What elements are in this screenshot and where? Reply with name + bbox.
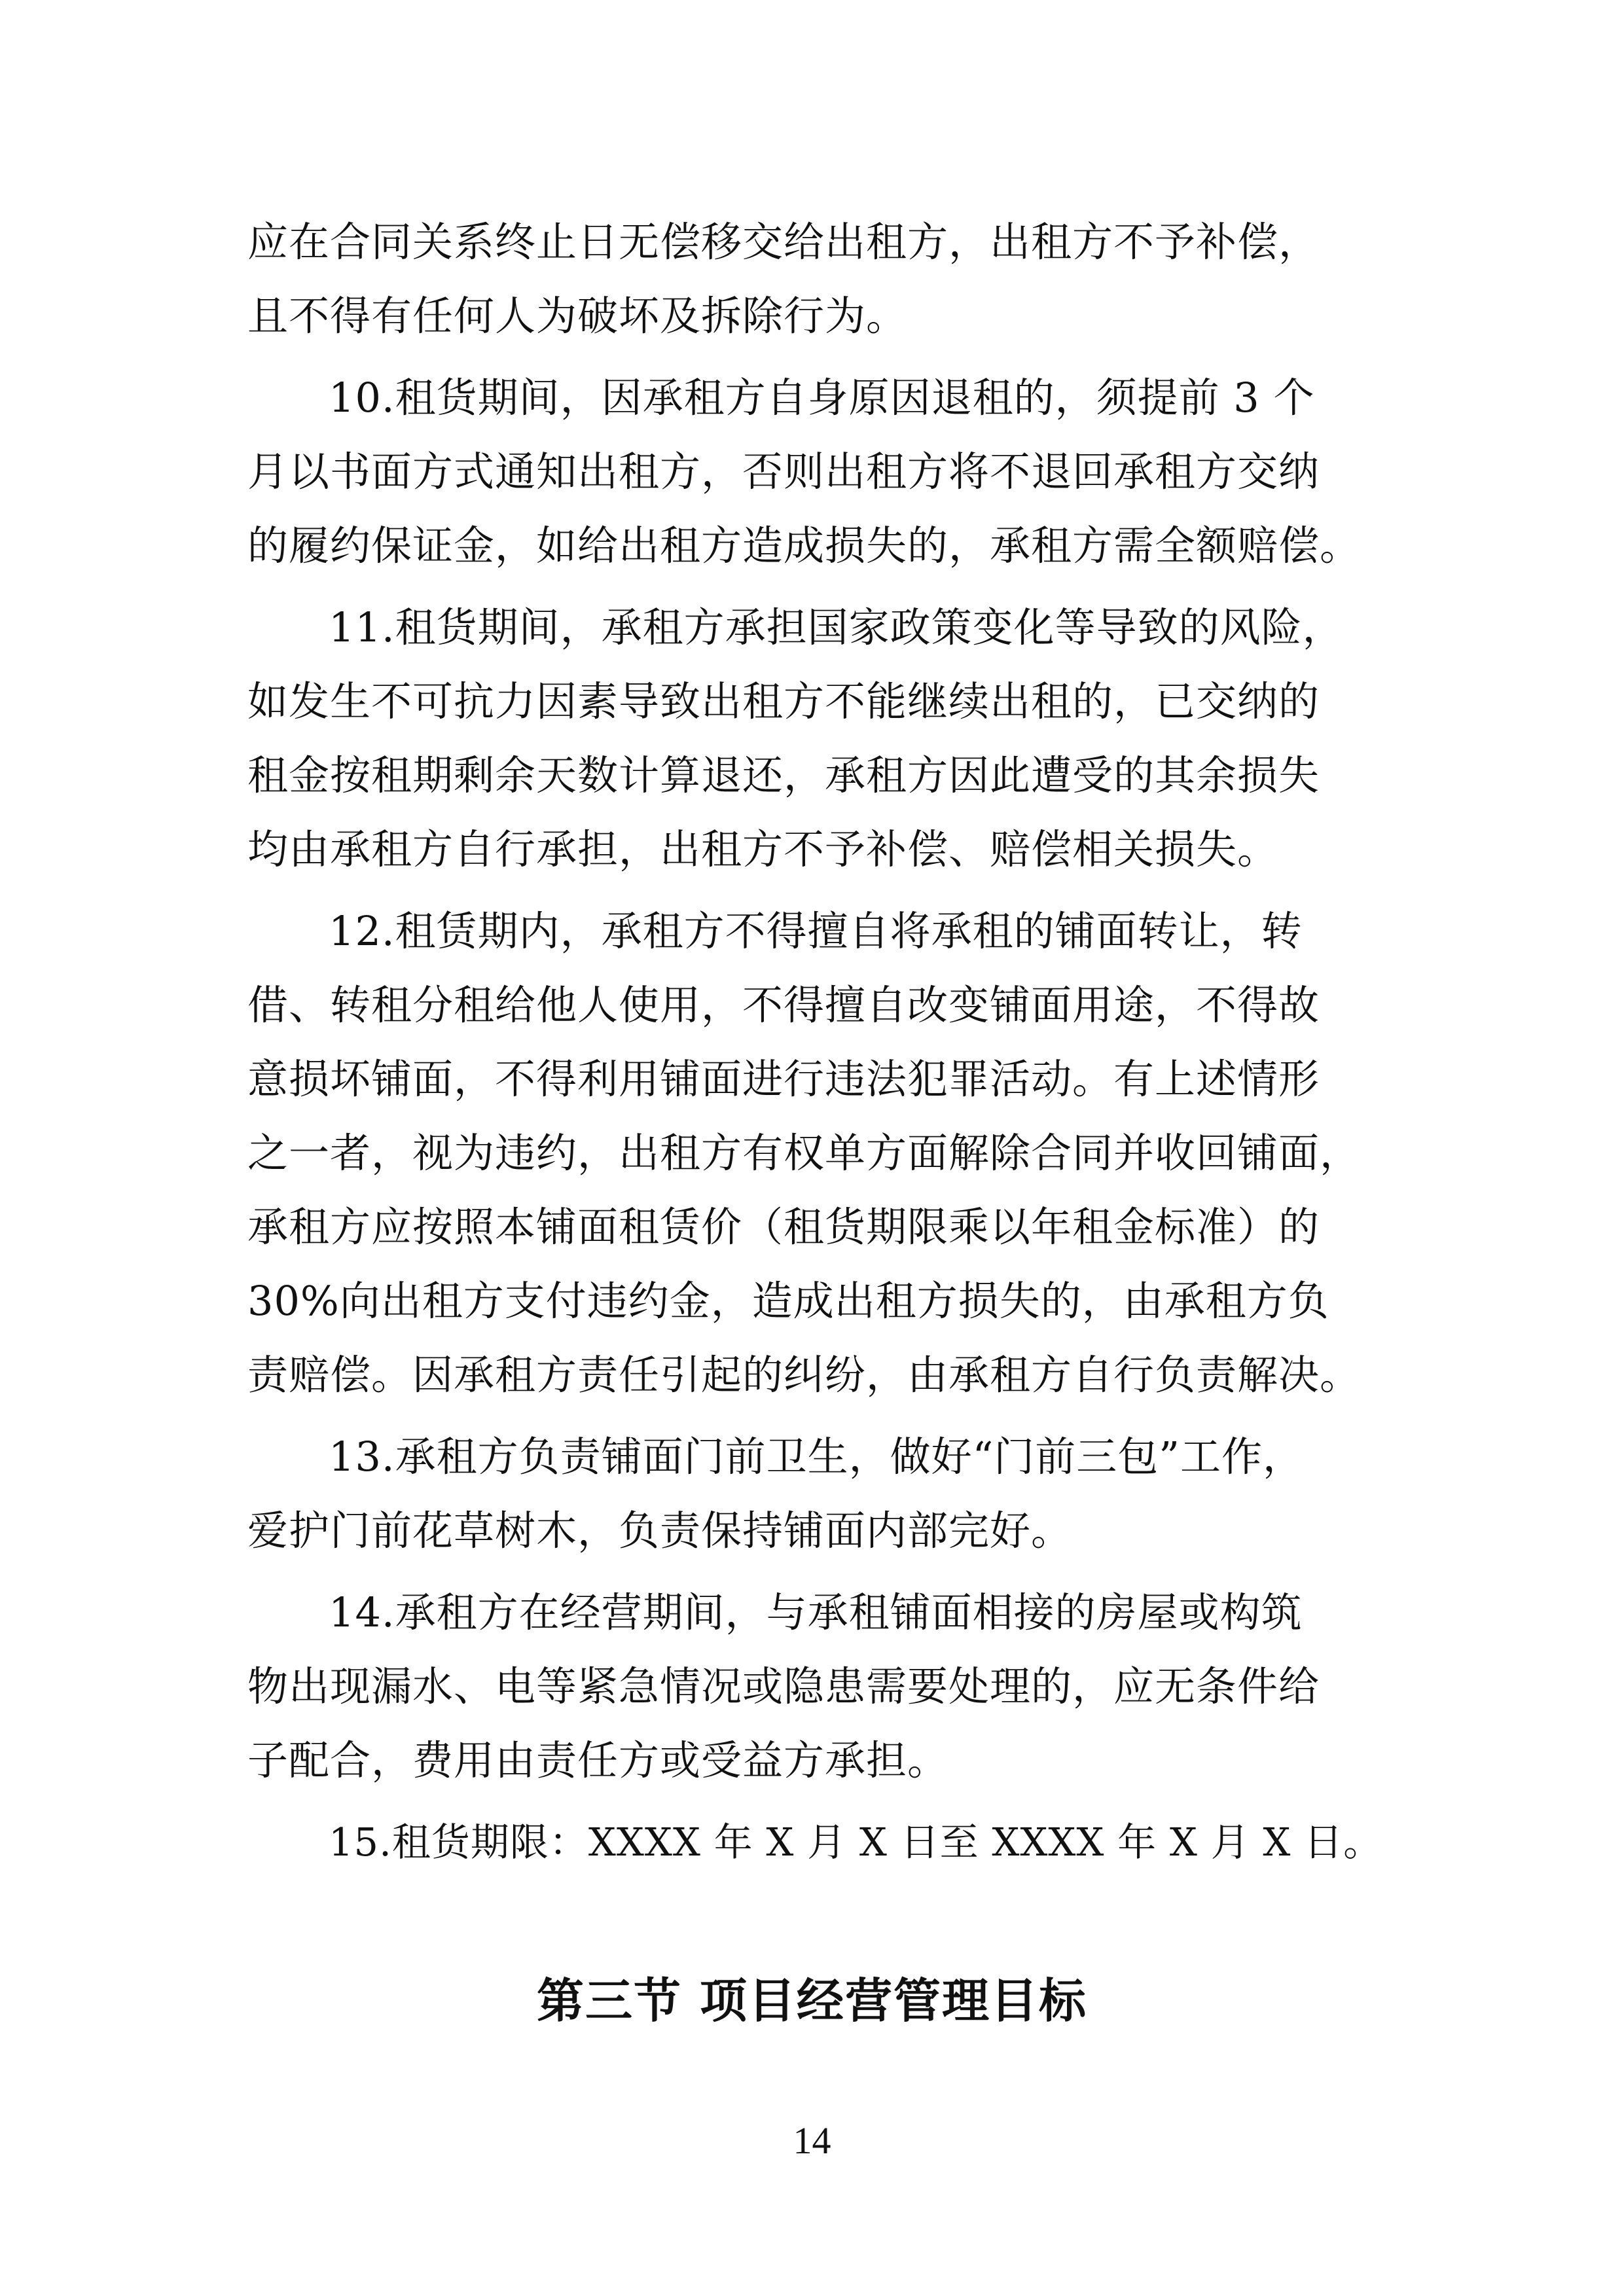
paragraph-line: 如发生不可抗力因素导致出租方不能继续出租的，已交纳的 — [247, 677, 1320, 725]
paragraph-line: 月以书面方式通知出租方，否则出租方将不退回承租方交纳 — [247, 448, 1320, 495]
paragraph-line: 意损坏铺面，不得利用铺面进行违法犯罪活动。有上述情形 — [247, 1055, 1320, 1103]
clause-15-line: 15.租货期限：XXXX 年 X 月 X 日至 XXXX 年 X 月 X 日。 — [329, 1820, 1383, 1865]
page-number: 14 — [793, 2119, 831, 2162]
section-title: 第三节 项目经营管理目标 — [536, 1973, 1088, 2028]
paragraph-line: 之一者，视为违约，出租方有权单方面解除合同并收回铺面， — [247, 1129, 1362, 1177]
paragraph-line: 且不得有任何人为破坏及拆除行为。 — [247, 292, 908, 340]
clause-11-line: 11.租货期间，承租方承担国家政策变化等导致的风险， — [329, 603, 1344, 651]
paragraph-line: 借、转租分租给他人使用，不得擅自改变铺面用途，不得故 — [247, 981, 1320, 1029]
paragraph-line: 承租方应按照本铺面租赁价（租货期限乘以年租金标准）的 — [247, 1203, 1320, 1251]
paragraph-line: 的履约保证金，如给出租方造成损失的，承租方需全额赔偿。 — [247, 522, 1362, 569]
paragraph-line: 租金按租期剩余天数计算退还，承租方因此遭受的其余损失 — [247, 751, 1320, 799]
paragraph-line: 子配合，费用由责任方或受益方承担。 — [247, 1736, 949, 1784]
paragraph-line: 均由承租方自行承担，出租方不予补偿、赔偿相关损失。 — [247, 825, 1279, 873]
clause-10-line: 10.租货期间，因承租方自身原因退租的，须提前 3 个 — [329, 374, 1315, 422]
paragraph-line: 应在合同关系终止日无偿移交给出租方，出租方不予补偿， — [247, 218, 1320, 266]
paragraph-line: 爱护门前花草树木，负责保持铺面内部完好。 — [247, 1507, 1073, 1554]
clause-14-line: 14.承租方在经营期间，与承租铺面相接的房屋或构筑 — [329, 1588, 1303, 1636]
paragraph-line: 责赔偿。因承租方责任引起的纠纷，由承租方自行负责解决。 — [247, 1351, 1362, 1399]
paragraph-line: 30%向出租方支付违约金，造成出租方损失的，由承租方负 — [247, 1277, 1329, 1325]
clause-13-line: 13.承租方负责铺面门前卫生，做好“门前三包”工作， — [329, 1433, 1304, 1480]
clause-12-line: 12.租赁期内，承租方不得擅自将承租的铺面转让，转 — [329, 907, 1303, 955]
paragraph-line: 物出现漏水、电等紧急情况或隐患需要处理的，应无条件给 — [247, 1662, 1320, 1710]
